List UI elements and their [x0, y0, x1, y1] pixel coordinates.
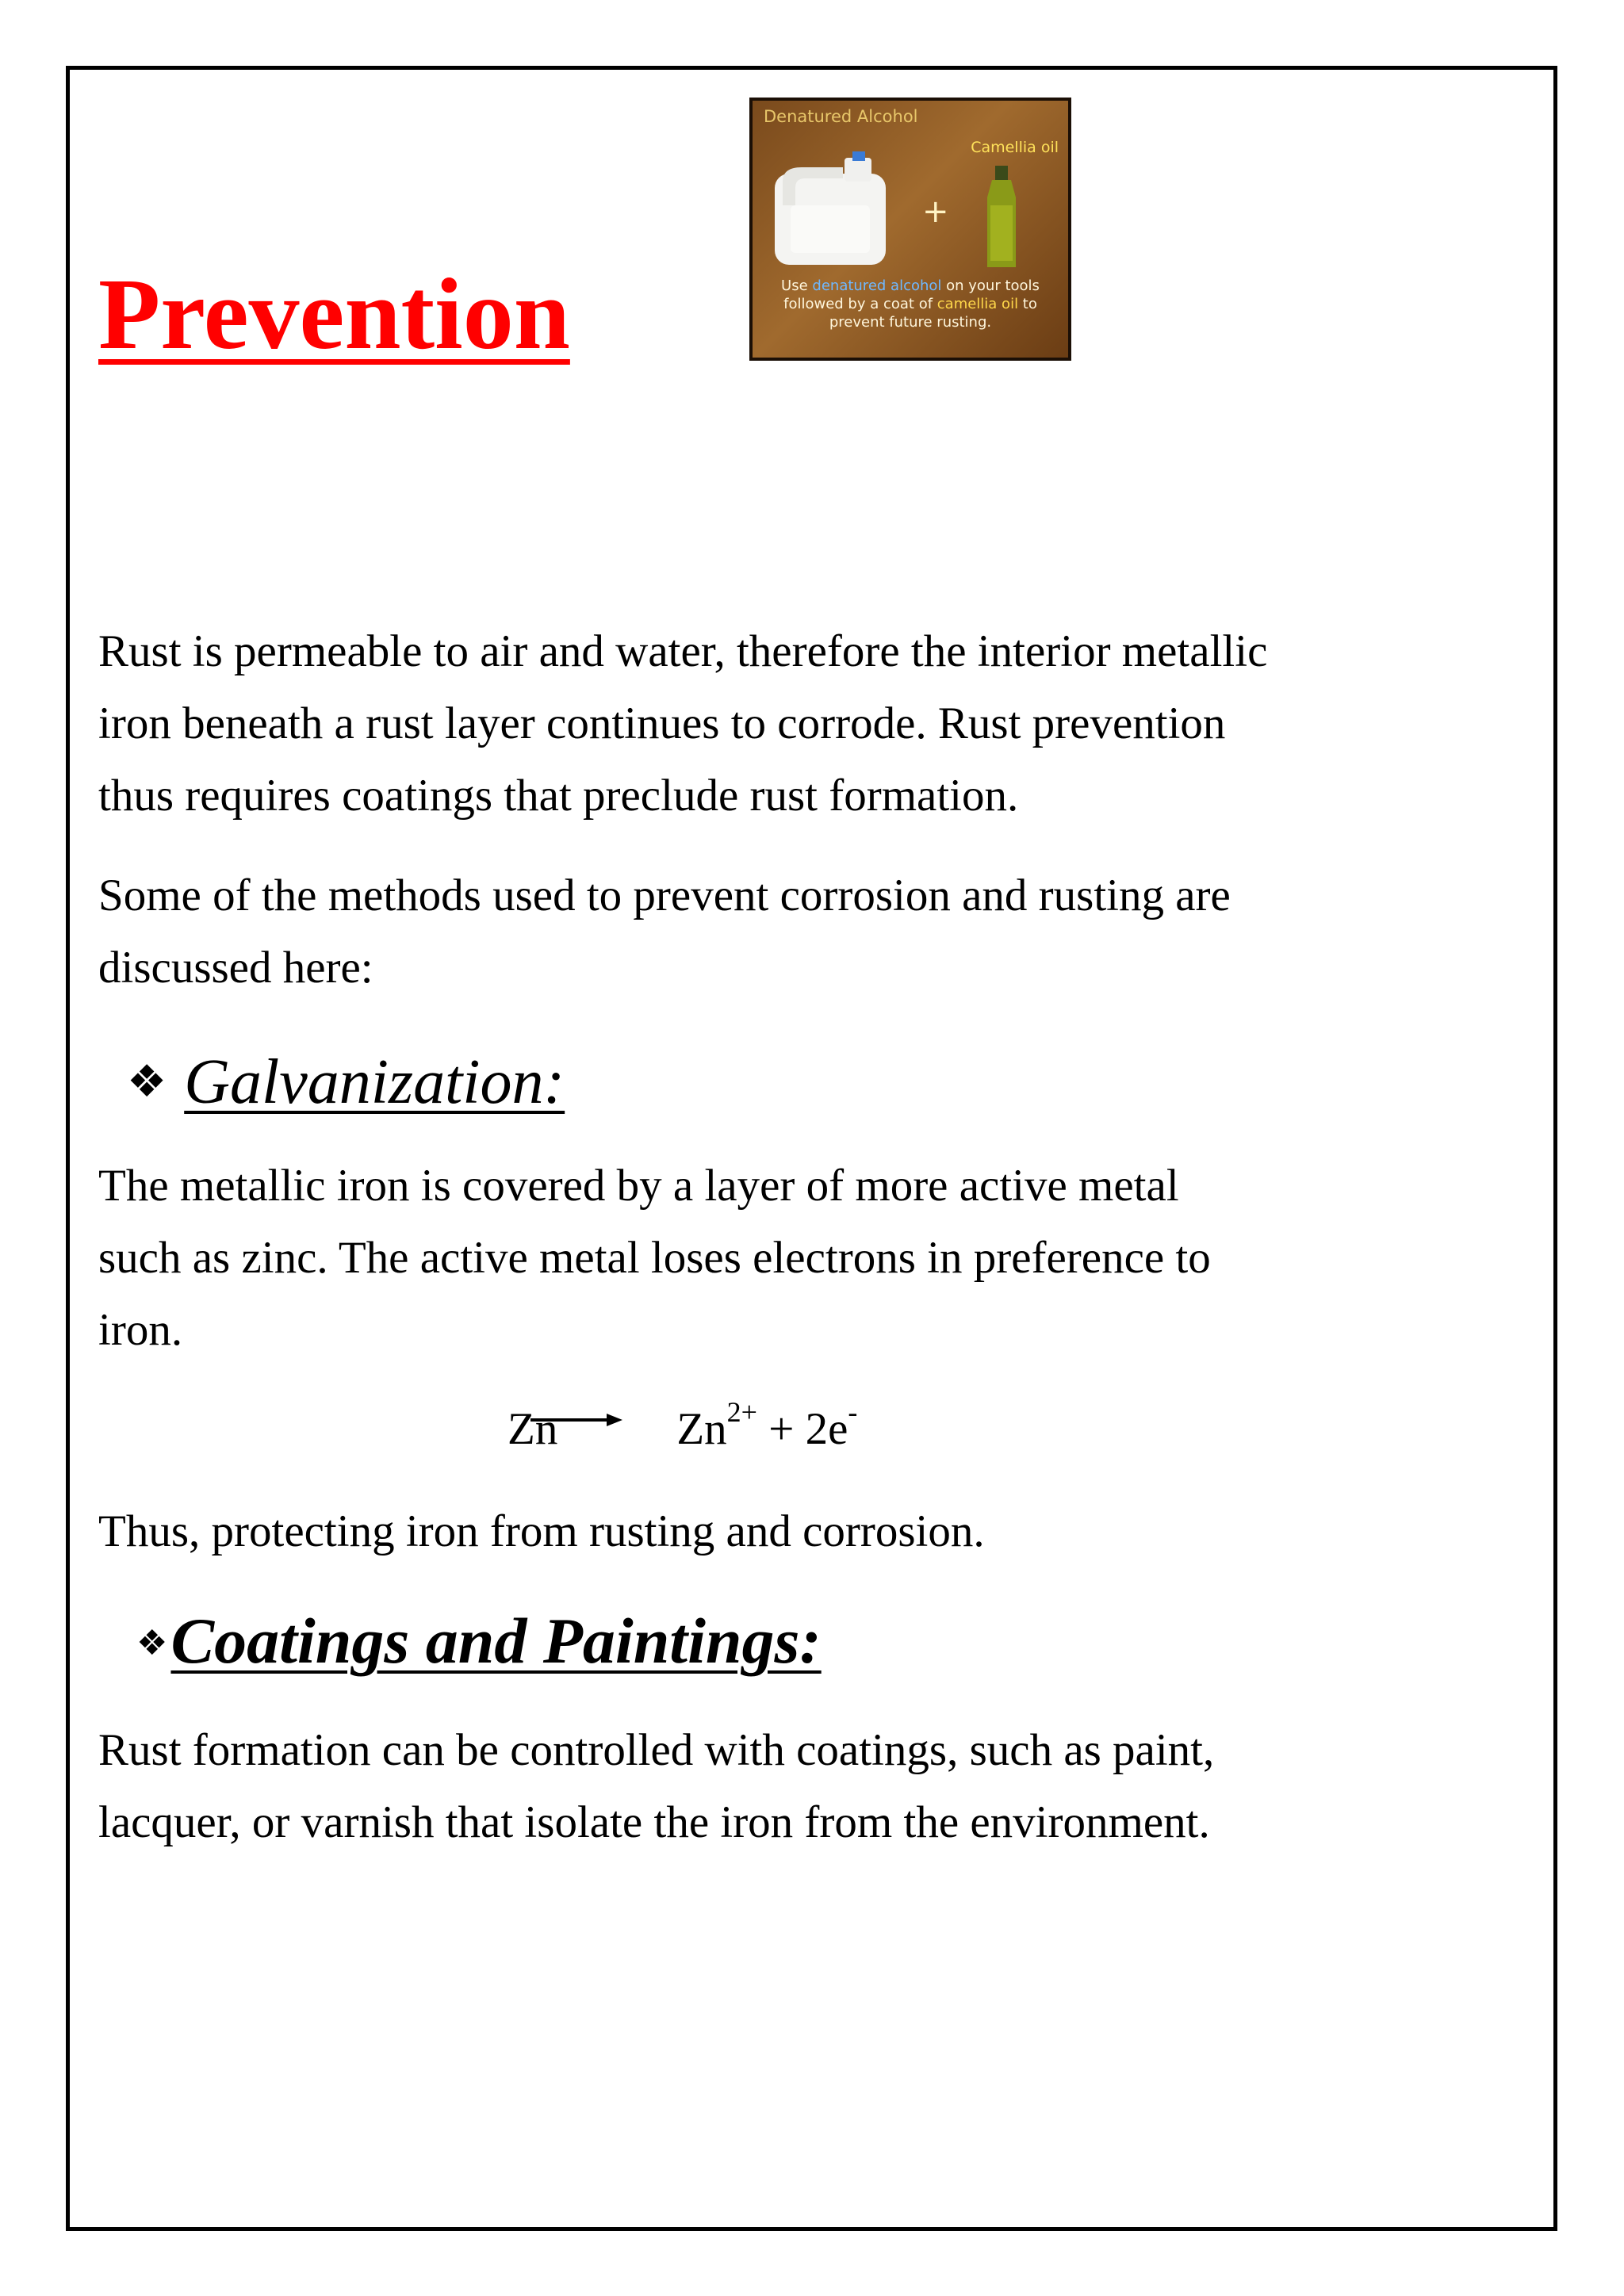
bottle-icon [767, 150, 902, 269]
page-border [66, 66, 1557, 2231]
infographic-plus: + [922, 193, 949, 230]
rust-prevention-infographic [749, 98, 1071, 361]
section-heading-coatings [136, 1605, 822, 1680]
diamond-bullet-icon: ❖ [136, 1623, 168, 1663]
reaction-arrow-icon [530, 1404, 624, 1436]
paragraph-coatings: Rust formation can be controlled with coatings, such as paint, lacquer, or varnish that isolate the iron from the environment. [98, 1725, 1215, 1847]
section-title: Coatings and Paintings: [170, 1605, 822, 1677]
paragraph-methods-intro: Some of the methods used to prevent corrosion and rusting are discussed here: [98, 871, 1231, 993]
section-title: Galvanization: [184, 1047, 565, 1117]
equation-rhs: $Zn^{2+} + 2e^-$ [676, 1396, 858, 1454]
section-heading-galvanization [127, 1047, 565, 1118]
paragraph-galvanization-conclusion: Thus, protecting iron from rusting and corrosion. [98, 1506, 985, 1556]
diamond-bullet-icon: ❖ [127, 1056, 167, 1108]
zinc-oxidation-equation [508, 1394, 857, 1465]
paragraph-galvanization: The metallic iron is covered by a layer of more active metal such as zinc. The active metal loses electrons in preference to iron. [98, 1161, 1211, 1355]
page-heading: Prevention [98, 258, 570, 370]
equation-lhs: Zn [508, 1404, 558, 1454]
infographic-top-label: Denatured Alcohol [764, 107, 918, 126]
infographic-caption: Use denatured alcohol on your tools followed by a coat of camellia oil to prevent future rusting. [781, 277, 1040, 331]
paragraph-rust-permeability: Rust is permeable to air and water, therefore the interior metallic iron beneath a rust layer continues to corrode. Rust prevention thus requires coatings that preclude rust formation. [98, 626, 1268, 821]
infographic-oil-label: Camellia oil [971, 139, 1059, 156]
oil-bottle-icon [979, 166, 1024, 270]
